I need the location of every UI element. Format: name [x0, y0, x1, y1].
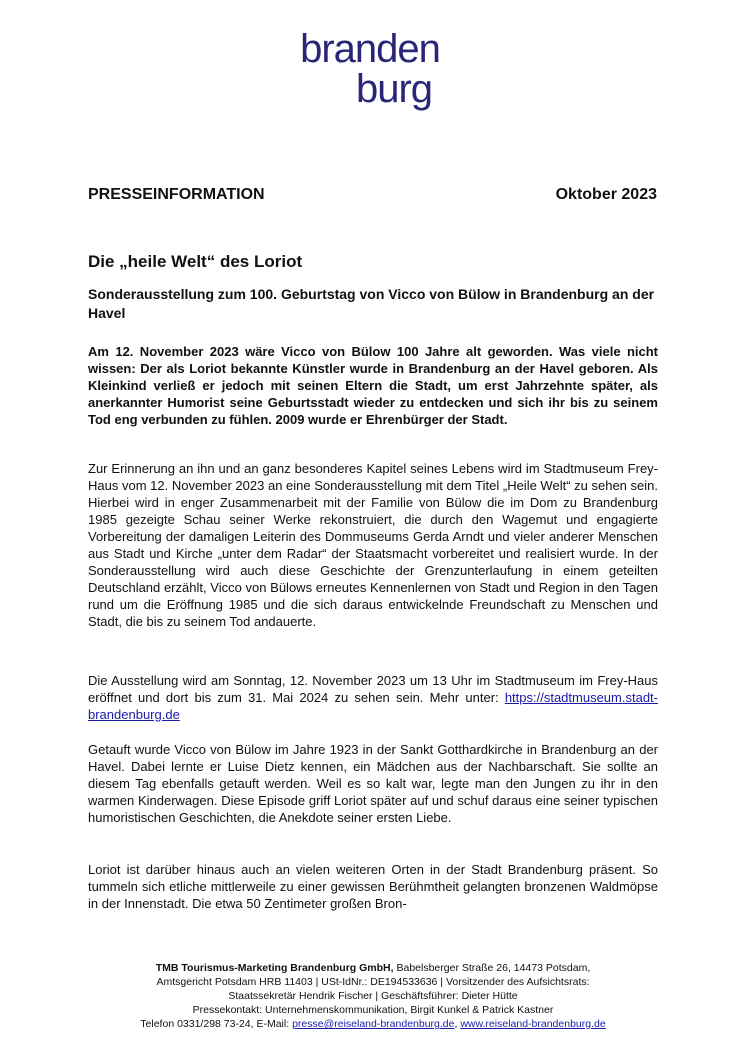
press-release-subtitle: Sonderausstellung zum 100. Geburtstag von Vicco von Bülow in Brandenburg an der Havel	[88, 286, 655, 321]
footer-separator: ,	[454, 1018, 461, 1030]
press-release-title: Die „heile Welt“ des Loriot	[88, 252, 303, 271]
logo-line-1: branden	[300, 30, 440, 71]
footer-line-5	[60, 1017, 686, 1031]
footer-email-link[interactable]: presse@reiseland-brandenburg.de	[292, 1018, 455, 1030]
brandenburg-logo-wordmark	[270, 30, 470, 112]
document-type-label: PRESSEINFORMATION	[88, 186, 265, 203]
footer-line-4: Pressekontakt: Unternehmenskommunikation, Birgit Kunkel & Patrick Kastner	[192, 1004, 554, 1016]
body-paragraph-4: Loriot ist darüber hinaus auch an vielen weiteren Orten in der Stadt Brandenburg präsent. So tummeln sich etliche mittlerweile zu einer gewissen Berühmtheit gelangten bronzenen Waldmöpse in der Innenstadt. Die etwa 50 Zentimeter großen Bron-	[88, 862, 658, 911]
exhibition-info-text: Die Ausstellung wird am Sonntag, 12. November 2023 um 13 Uhr im Stadtmuseum im Frey-Haus eröffnet und dort bis zum 31. Mai 2024 zu sehen sein. Mehr unter:	[88, 673, 658, 705]
footer-line-3: Staatssekretär Hendrik Fischer | Geschäftsführer: Dieter Hütte	[228, 990, 518, 1002]
footer-phone: Telefon 0331/298 73-24, E-Mail:	[140, 1018, 293, 1030]
footer-line-2: Amtsgericht Potsdam HRB 11403 | USt-IdNr.: DE194533636 | Vorsitzender des Aufsichtsrats:	[156, 976, 590, 988]
document-header	[88, 186, 657, 204]
document-date: Oktober 2023	[555, 186, 657, 203]
logo-line-2: burg	[355, 67, 433, 111]
body-paragraph-3: Getauft wurde Vicco von Bülow im Jahre 1923 in der Sankt Gotthardkirche in Brandenburg an der Havel. Dabei lernte er Luise Dietz kennen, ein Mädchen aus der Nachbarschaft. Sie sollte an diesem Tag ebenfalls getauft werden. Weil es so kalt war, legte man den Jungen zu ihr in den warmen Kinderwagen. Diese Episode griff Loriot später auf und schuf daraus eine seiner typischen humoristischen Geschichten, die Anekdote seiner ersten Liebe.	[88, 742, 658, 825]
footer-line-1	[60, 961, 686, 975]
lead-paragraph: Am 12. November 2023 wäre Vicco von Bülow 100 Jahre alt geworden. Was viele nicht wissen: Der als Loriot bekannte Künstler wurde in Brandenburg an der Havel geboren. Als Kleinkind verließ er jedoch mit seinen Eltern die Stadt, um erst Jahrzehnte später, als anerkannter Humorist seine Geburtsstadt wieder zu entdecken und sich ihr bis zu seinem Tod eng verbunden zu fühlen. 2009 wurde er Ehrenbürger der Stadt.	[88, 344, 658, 427]
page-footer	[60, 961, 686, 1031]
brandenburg-logo	[270, 30, 470, 112]
body-paragraph-2	[88, 672, 658, 723]
museum-website-link[interactable]: https://stadtmuseum.stadt-brandenburg.de	[88, 690, 658, 722]
footer-address: Babelsberger Straße 26, 14473 Potsdam,	[393, 962, 591, 974]
footer-company: TMB Tourismus-Marketing Brandenburg GmbH,	[155, 962, 394, 974]
footer-web-link[interactable]: www.reiseland-brandenburg.de	[460, 1018, 606, 1030]
body-paragraph-1: Zur Erinnerung an ihn und an ganz besonderes Kapitel seines Lebens wird im Stadtmuseum Frey-Haus vom 12. November 2023 an eine Sonderausstellung mit dem Titel „Heile Welt“ zu sehen sein. Hierbei wird in enger Zusammenarbeit mit der Familie von Bülow die im Dom zu Brandenburg 1985 gezeigte Schau seiner Werke rekonstruiert, die durch den Wagemut und engagierte Vorbereitung der damaligen Leiterin des Dommuseums Gerda Arndt und vieler anderer Menschen aus Stadt und Kirche „unter dem Radar“ der Staatsmacht vorbereitet und realisiert wurde. In der Sonderausstellung wird auch diese Geschichte der Grenzunterlaufung in einem geteilten Deutschland erzählt, Vicco von Bülows erneutes Kennenlernen von Stadt und Region in den Tagen rund um die Eröffnung 1985 und die sich daraus entwickelnde Freundschaft zu Menschen und Stadt, die bis zu seinem Tod andauerte.	[88, 461, 658, 629]
